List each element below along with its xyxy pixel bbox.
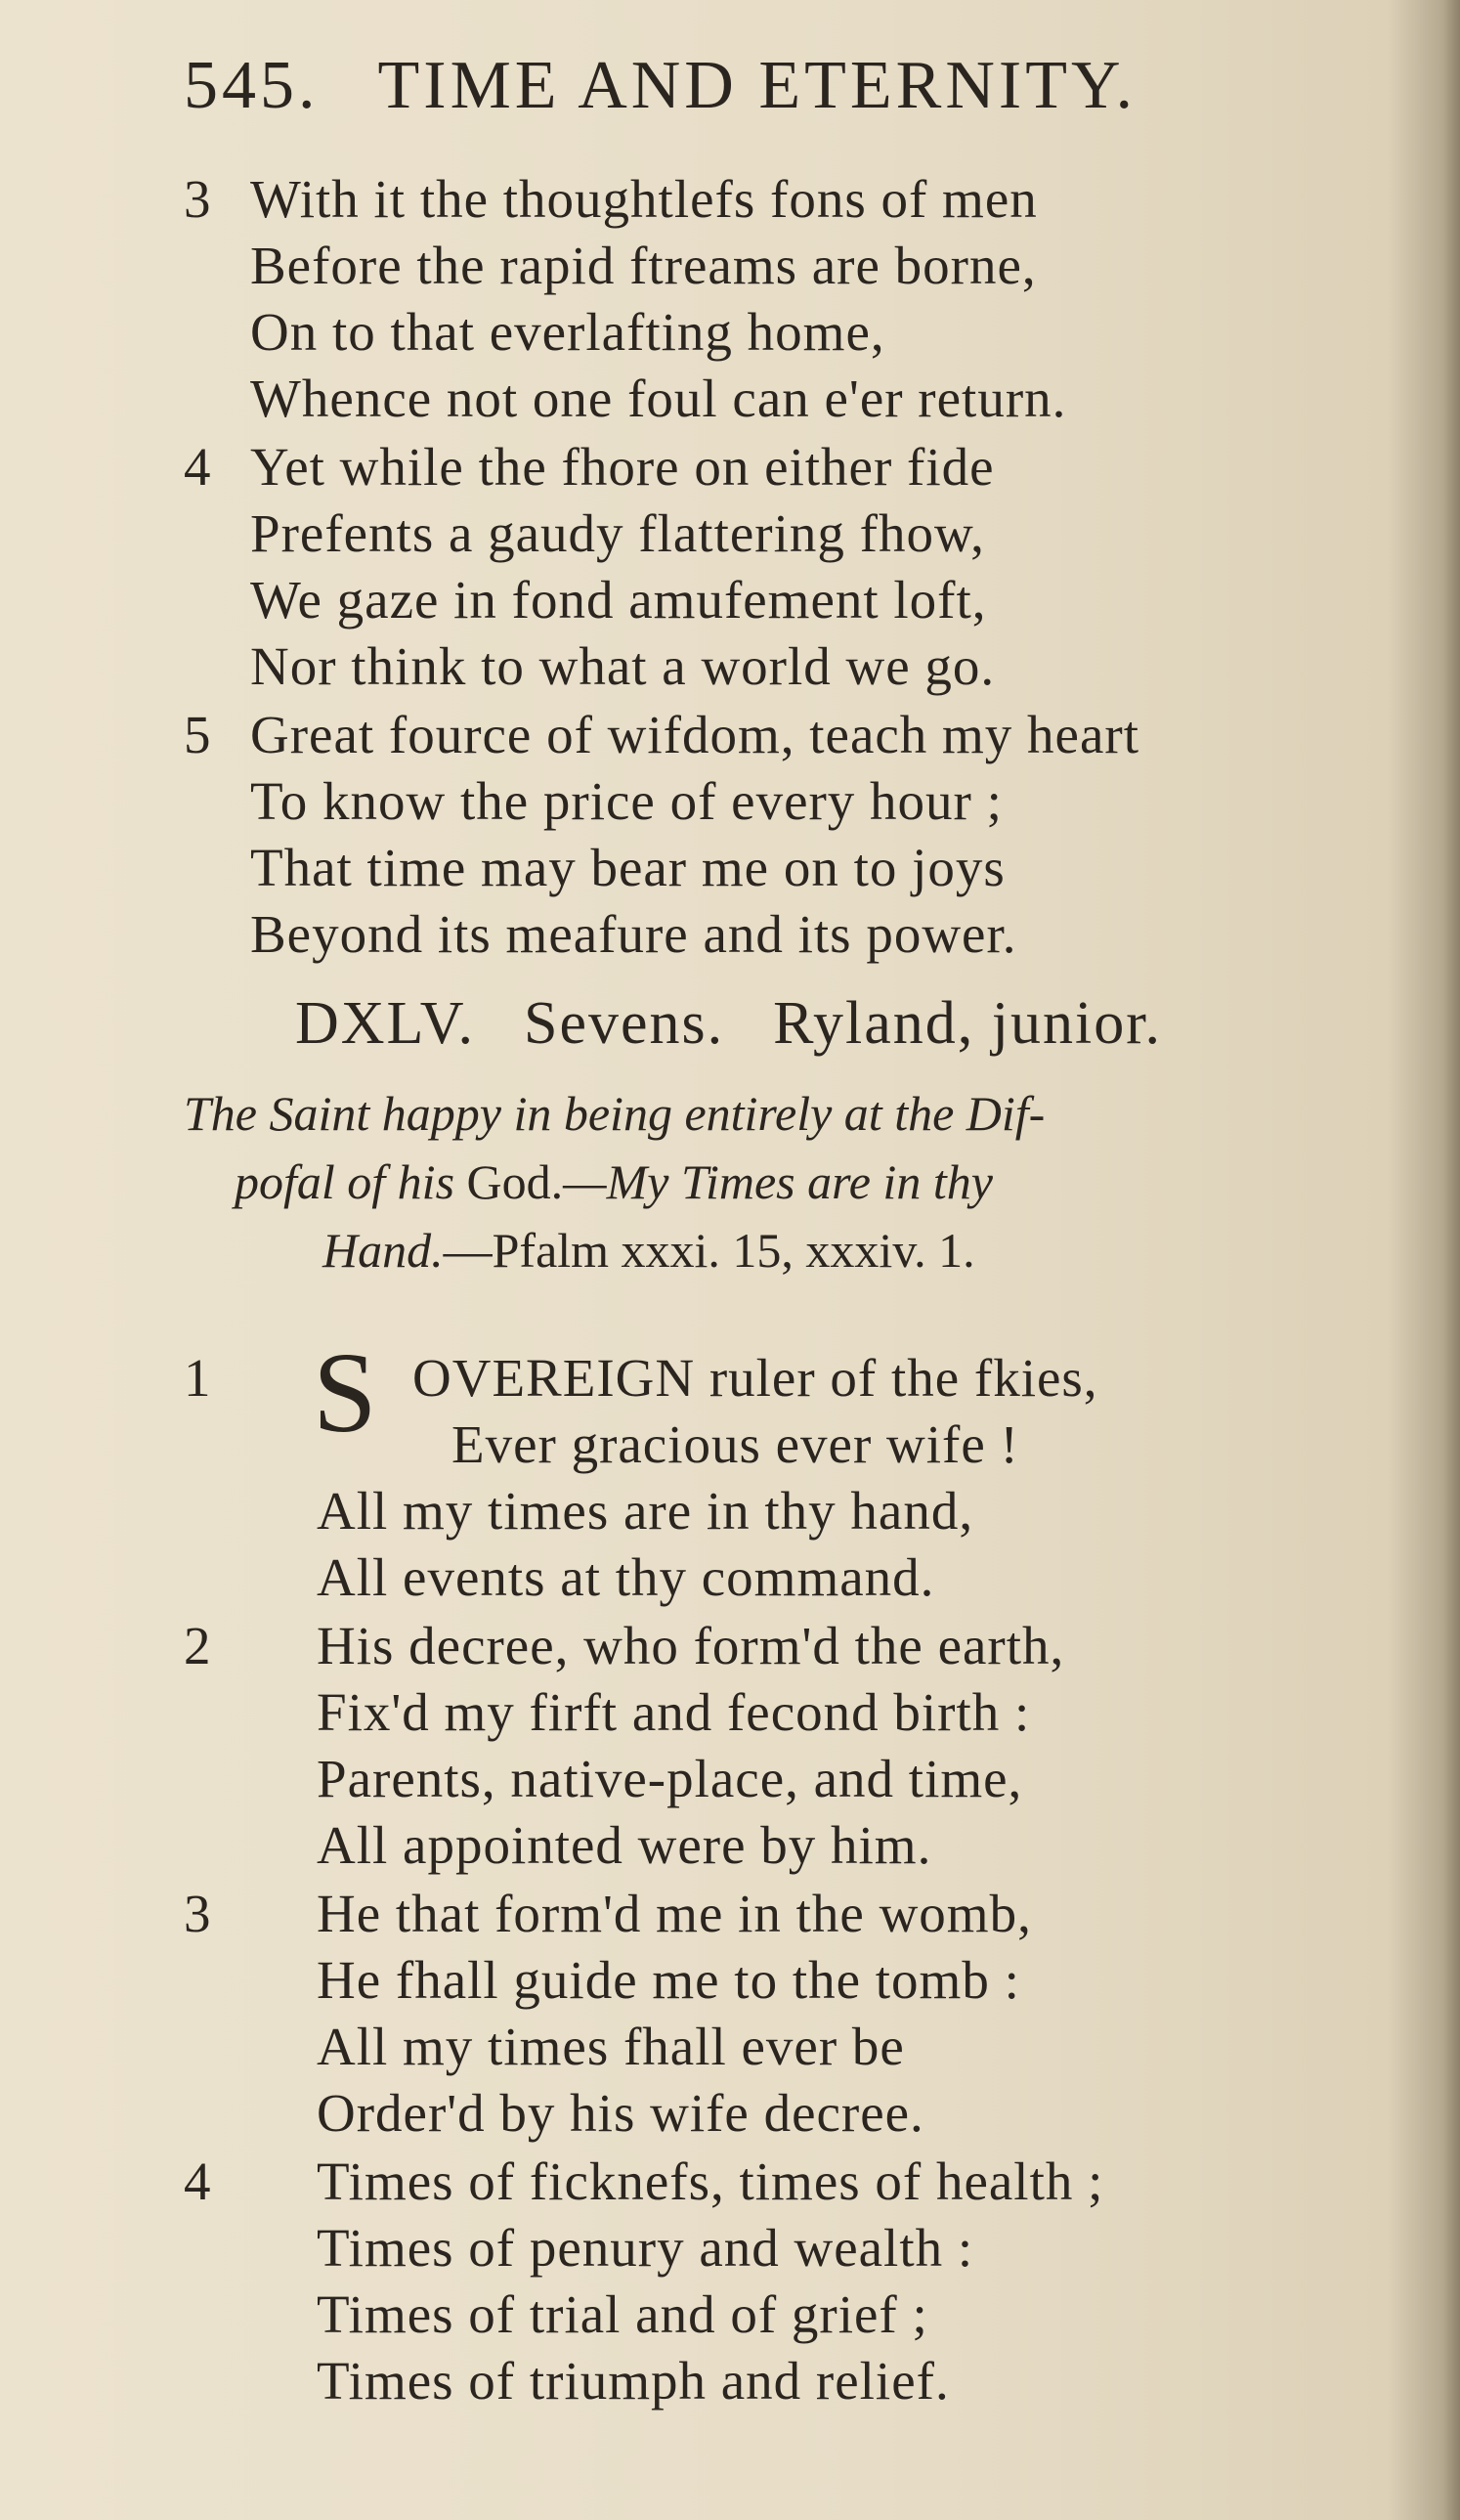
verse-line: Parents, native-place, and time, bbox=[317, 1749, 1023, 1808]
hymn-title bbox=[295, 989, 1162, 1059]
verse-line: Ever gracious ever wife ! bbox=[451, 1414, 1019, 1474]
verse-line: He fhall guide me to the tomb : bbox=[317, 1950, 1020, 2010]
scripture-reference: —Pfalm xxxi. 15, xxxiv. 1. bbox=[443, 1223, 975, 1278]
verse-number: 4 bbox=[184, 2151, 211, 2211]
verse-number: 3 bbox=[184, 169, 211, 229]
verse-number: 3 bbox=[184, 1884, 211, 1943]
verse-line: Times of trial and of grief ; bbox=[317, 2284, 928, 2344]
hymn-subtitle-line: The Saint happy in being entirely at the Dif- bbox=[184, 1086, 1046, 1141]
verse-line: On to that everlafting home, bbox=[250, 302, 885, 362]
page-gutter bbox=[1442, 0, 1460, 2520]
verse-line: Before the rapid ftreams are borne, bbox=[250, 236, 1037, 295]
hymn-number: DXLV. bbox=[295, 990, 476, 1057]
subtitle-roman: God. bbox=[466, 1154, 564, 1209]
running-title: TIME AND ETERNITY. bbox=[377, 48, 1137, 123]
verse-line: Beyond its meafure and its power. bbox=[250, 904, 1017, 964]
verse-number: 4 bbox=[184, 437, 211, 497]
verse-line: Nor think to what a world we go. bbox=[250, 636, 996, 696]
verse-line: With it the thoughtlefs fons of men bbox=[250, 169, 1038, 229]
drop-cap: S bbox=[313, 1328, 377, 1456]
subtitle-italic: —My Times are in thy bbox=[563, 1154, 993, 1209]
page-number: 545. bbox=[184, 48, 320, 123]
verse-line: Times of ficknefs, times of health ; bbox=[317, 2151, 1104, 2211]
verse-line: To know the price of every hour ; bbox=[250, 771, 1003, 831]
verse-line: Fix'd my firft and fecond birth : bbox=[317, 1682, 1031, 1742]
verse-line: Yet while the fhore on either fide bbox=[250, 437, 995, 497]
verse-line: All appointed were by him. bbox=[317, 1815, 932, 1875]
verse-number: 1 bbox=[184, 1348, 211, 1408]
subtitle-italic: Hand. bbox=[322, 1223, 444, 1278]
running-header bbox=[184, 47, 1137, 125]
hymn-author: Ryland, junior. bbox=[773, 990, 1162, 1057]
subtitle-italic: pofal of his bbox=[235, 1154, 455, 1209]
verse-line: We gaze in fond amufement loft, bbox=[250, 570, 987, 630]
hymn-meter: Sevens. bbox=[524, 990, 725, 1057]
verse-line: His decree, who form'd the earth, bbox=[317, 1616, 1065, 1675]
verse-line: Whence not one foul can e'er return. bbox=[250, 369, 1067, 428]
verse-line: Prefents a gaudy flattering fhow, bbox=[250, 503, 985, 563]
verse-line: All my times fhall ever be bbox=[317, 2017, 905, 2076]
verse-line: He that form'd me in the womb, bbox=[317, 1884, 1032, 1943]
verse-number: 2 bbox=[184, 1616, 211, 1675]
verse-line: That time may bear me on to joys bbox=[250, 838, 1006, 897]
verse-line: OVEREIGN ruler of the fkies, bbox=[412, 1348, 1098, 1408]
verse-line: All events at thy command. bbox=[317, 1547, 935, 1607]
verse-line: Great fource of wifdom, teach my heart bbox=[250, 705, 1139, 764]
verse-line: Order'd by his wife decree. bbox=[317, 2083, 924, 2143]
hymn-subtitle-line bbox=[235, 1153, 993, 1210]
verse-number: 5 bbox=[184, 705, 211, 764]
hymn-subtitle-line bbox=[322, 1222, 975, 1279]
verse-line: Times of penury and wealth : bbox=[317, 2218, 974, 2278]
verse-line: Times of triumph and relief. bbox=[317, 2351, 950, 2411]
verse-line: All my times are in thy hand, bbox=[317, 1481, 974, 1541]
